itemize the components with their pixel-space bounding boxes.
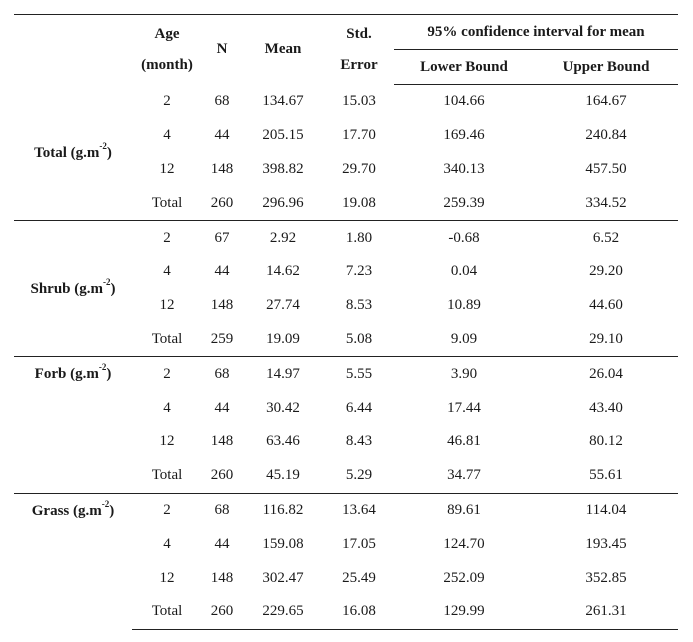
cell-n: 68 xyxy=(202,493,242,527)
cell-upper-bound: 261.31 xyxy=(534,595,678,629)
group-label-text: Grass (g.m xyxy=(31,502,102,519)
cell-mean: 14.97 xyxy=(242,357,324,391)
cell-std-error: 7.23 xyxy=(345,263,373,280)
table-body xyxy=(14,85,678,630)
cell-std-error: 5.08 xyxy=(345,330,373,347)
group-label xyxy=(14,85,132,221)
cell-std-error: 1.80 xyxy=(324,221,394,255)
cell-n: 44 xyxy=(214,399,230,416)
cell-n: 44 xyxy=(214,535,230,552)
header-confidence-interval: 95% confidence interval for mean xyxy=(394,15,678,50)
cell-upper-bound: 26.04 xyxy=(534,357,678,391)
cell-upper-bound: 164.67 xyxy=(585,93,627,110)
header-age-line2: (month) xyxy=(141,56,193,73)
cell-std-error: 8.53 xyxy=(345,297,373,314)
header-age xyxy=(132,15,202,85)
group-label-superscript: -2 xyxy=(101,498,110,509)
cell-age: 12 xyxy=(159,160,175,177)
cell-age: 2 xyxy=(132,221,202,255)
cell-lower-bound: 169.46 xyxy=(443,127,485,144)
header-std-error xyxy=(324,15,394,85)
table-row xyxy=(14,221,678,255)
cell-age: 2 xyxy=(132,493,202,527)
cell-std-error: 8.43 xyxy=(345,433,373,450)
group-label-text: Shrub (g.m xyxy=(30,281,104,298)
group-label xyxy=(14,357,132,493)
cell-std-error: 13.64 xyxy=(324,493,394,527)
group-label-end: ) xyxy=(106,366,112,383)
group-label-end: ) xyxy=(109,502,115,519)
cell-n: 260 xyxy=(210,467,234,484)
group-label xyxy=(14,493,132,629)
cell-n: 44 xyxy=(214,263,230,280)
cell-age: 4 xyxy=(163,127,171,144)
cell-upper-bound: 240.84 xyxy=(585,127,627,144)
cell-mean: 45.19 xyxy=(266,467,300,484)
cell-upper-bound: 55.61 xyxy=(589,467,623,484)
cell-lower-bound: 89.61 xyxy=(394,493,534,527)
cell-upper-bound: 29.10 xyxy=(589,330,623,347)
header-mean: Mean xyxy=(264,41,302,58)
cell-age: 4 xyxy=(163,399,171,416)
cell-lower-bound: 9.09 xyxy=(450,330,478,347)
cell-upper-bound: 43.40 xyxy=(589,399,623,416)
cell-std-error: 5.29 xyxy=(345,467,373,484)
cell-lower-bound: 259.39 xyxy=(443,194,485,211)
header-lower-bound: Lower Bound xyxy=(394,50,534,85)
cell-mean: 398.82 xyxy=(262,160,304,177)
cell-lower-bound: 129.99 xyxy=(394,595,534,629)
group-label-superscript: -2 xyxy=(99,140,107,151)
cell-std-error: 19.08 xyxy=(342,194,376,211)
cell-upper-bound: 334.52 xyxy=(585,194,627,211)
header-age-line1: Age xyxy=(154,25,180,42)
header-std-line2: Error xyxy=(340,56,378,73)
cell-upper-bound: 457.50 xyxy=(585,160,627,177)
group-label-end: ) xyxy=(106,144,112,161)
cell-lower-bound: 3.90 xyxy=(394,357,534,391)
cell-n: 67 xyxy=(202,221,242,255)
cell-n: 148 xyxy=(210,569,234,586)
group-label-superscript: -2 xyxy=(98,362,107,373)
cell-lower-bound: 340.13 xyxy=(443,160,485,177)
cell-mean: 134.67 xyxy=(262,93,304,110)
cell-n: 259 xyxy=(210,330,234,347)
cell-upper-bound: 29.20 xyxy=(589,263,623,280)
cell-n: 148 xyxy=(210,433,234,450)
header-empty xyxy=(14,15,132,85)
group-label-text: Forb (g.m xyxy=(34,366,99,383)
header-upper-bound: Upper Bound xyxy=(534,50,678,85)
cell-mean: 116.82 xyxy=(242,493,324,527)
cell-age: 12 xyxy=(159,297,175,314)
cell-age: Total xyxy=(151,194,183,211)
table-row xyxy=(14,357,678,391)
cell-age: 4 xyxy=(163,535,171,552)
cell-age: Total xyxy=(151,467,183,484)
group-label-text: Total (g.m xyxy=(34,144,100,161)
cell-n: 148 xyxy=(210,297,234,314)
cell-lower-bound: 252.09 xyxy=(443,569,485,586)
cell-n: 260 xyxy=(202,595,242,629)
statistics-table-container xyxy=(14,14,678,630)
cell-upper-bound: 193.45 xyxy=(585,535,627,552)
cell-lower-bound: 104.66 xyxy=(443,93,485,110)
cell-mean: 2.92 xyxy=(242,221,324,255)
cell-std-error: 17.70 xyxy=(342,127,376,144)
cell-mean: 63.46 xyxy=(266,433,300,450)
cell-mean: 14.62 xyxy=(266,263,300,280)
cell-lower-bound: -0.68 xyxy=(394,221,534,255)
cell-lower-bound: 34.77 xyxy=(447,467,481,484)
cell-n: 68 xyxy=(214,93,230,110)
group-label xyxy=(14,221,132,357)
cell-age: Total xyxy=(151,330,183,347)
cell-std-error: 17.05 xyxy=(342,535,376,552)
cell-std-error: 16.08 xyxy=(324,595,394,629)
cell-age: 4 xyxy=(163,263,171,280)
cell-age: 12 xyxy=(159,569,175,586)
cell-mean: 229.65 xyxy=(242,595,324,629)
cell-mean: 159.08 xyxy=(262,535,304,552)
cell-upper-bound: 352.85 xyxy=(585,569,627,586)
cell-n: 44 xyxy=(214,127,230,144)
cell-n: 148 xyxy=(210,160,234,177)
cell-age: 2 xyxy=(163,93,171,110)
cell-upper-bound: 80.12 xyxy=(589,433,623,450)
cell-upper-bound: 6.52 xyxy=(534,221,678,255)
cell-lower-bound: 17.44 xyxy=(447,399,481,416)
cell-std-error: 29.70 xyxy=(342,160,376,177)
cell-std-error: 5.55 xyxy=(324,357,394,391)
cell-lower-bound: 46.81 xyxy=(447,433,481,450)
cell-age: Total xyxy=(132,595,202,629)
cell-lower-bound: 10.89 xyxy=(447,297,481,314)
cell-mean: 302.47 xyxy=(262,569,304,586)
cell-lower-bound: 0.04 xyxy=(450,263,478,280)
cell-mean: 27.74 xyxy=(266,297,300,314)
group-label-superscript: -2 xyxy=(103,277,111,288)
cell-mean: 19.09 xyxy=(266,330,300,347)
table-row xyxy=(14,493,678,527)
group-label-end: ) xyxy=(110,281,116,298)
header-std-line1: Std. xyxy=(346,25,372,42)
cell-mean: 205.15 xyxy=(262,127,304,144)
cell-upper-bound: 44.60 xyxy=(589,297,623,314)
cell-mean: 30.42 xyxy=(266,399,300,416)
cell-age: 2 xyxy=(132,357,202,391)
cell-std-error: 6.44 xyxy=(345,399,373,416)
cell-std-error: 15.03 xyxy=(342,93,376,110)
cell-upper-bound: 114.04 xyxy=(534,493,678,527)
table-row xyxy=(14,85,678,119)
cell-age: 12 xyxy=(159,433,175,450)
cell-std-error: 25.49 xyxy=(342,569,376,586)
cell-lower-bound: 124.70 xyxy=(443,535,485,552)
cell-mean: 296.96 xyxy=(262,194,304,211)
cell-n: 260 xyxy=(210,194,234,211)
biomass-statistics-table xyxy=(14,14,678,630)
cell-n: 68 xyxy=(202,357,242,391)
header-n: N xyxy=(216,41,228,58)
